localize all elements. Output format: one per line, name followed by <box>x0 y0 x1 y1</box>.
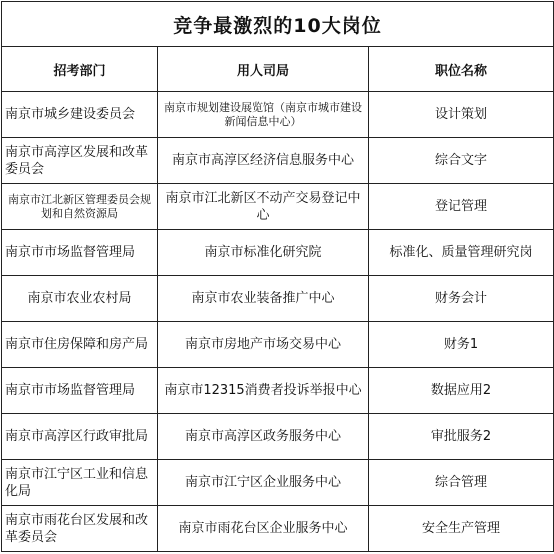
table-row <box>2 276 554 322</box>
cell-department: 南京市雨花台区发展和改革委员会 <box>2 506 158 552</box>
cell-position: 审批服务2 <box>369 414 554 460</box>
positions-table <box>1 1 554 552</box>
cell-employer: 南京市农业装备推广中心 <box>158 276 369 322</box>
header-row <box>2 47 554 92</box>
cell-department: 南京市江宁区工业和信息化局 <box>2 460 158 506</box>
header-employer: 用人司局 <box>158 47 369 92</box>
cell-employer: 南京市12315消费者投诉举报中心 <box>158 368 369 414</box>
table-row <box>2 414 554 460</box>
cell-employer: 南京市雨花台区企业服务中心 <box>158 506 369 552</box>
table-row <box>2 460 554 506</box>
table-row <box>2 506 554 552</box>
cell-position: 登记管理 <box>369 184 554 230</box>
table-row <box>2 138 554 184</box>
cell-department: 南京市高淳区发展和改革委员会 <box>2 138 158 184</box>
cell-department: 南京市城乡建设委员会 <box>2 92 158 138</box>
cell-employer: 南京市高淳区经济信息服务中心 <box>158 138 369 184</box>
cell-position: 设计策划 <box>369 92 554 138</box>
table-container <box>1 1 553 552</box>
cell-employer: 南京市房地产市场交易中心 <box>158 322 369 368</box>
cell-position: 综合管理 <box>369 460 554 506</box>
header-position: 职位名称 <box>369 47 554 92</box>
table-row <box>2 368 554 414</box>
cell-department: 南京市住房保障和房产局 <box>2 322 158 368</box>
table-title: 竞争最激烈的10大岗位 <box>2 2 554 47</box>
cell-employer: 南京市高淳区政务服务中心 <box>158 414 369 460</box>
cell-position: 数据应用2 <box>369 368 554 414</box>
table-row <box>2 92 554 138</box>
title-row <box>2 2 554 47</box>
table-row <box>2 322 554 368</box>
header-department: 招考部门 <box>2 47 158 92</box>
cell-position: 安全生产管理 <box>369 506 554 552</box>
cell-department: 南京市高淳区行政审批局 <box>2 414 158 460</box>
cell-department: 南京市江北新区管理委员会规划和自然资源局 <box>2 184 158 230</box>
table-row <box>2 184 554 230</box>
cell-department: 南京市市场监督管理局 <box>2 368 158 414</box>
cell-employer: 南京市标准化研究院 <box>158 230 369 276</box>
cell-department: 南京市市场监督管理局 <box>2 230 158 276</box>
cell-employer: 南京市江北新区不动产交易登记中心 <box>158 184 369 230</box>
cell-position: 标准化、质量管理研究岗 <box>369 230 554 276</box>
cell-position: 财务1 <box>369 322 554 368</box>
cell-employer: 南京市江宁区企业服务中心 <box>158 460 369 506</box>
cell-position: 综合文字 <box>369 138 554 184</box>
cell-position: 财务会计 <box>369 276 554 322</box>
table-row <box>2 230 554 276</box>
cell-department: 南京市农业农村局 <box>2 276 158 322</box>
cell-employer: 南京市规划建设展览馆（南京市城市建设新闻信息中心） <box>158 92 369 138</box>
